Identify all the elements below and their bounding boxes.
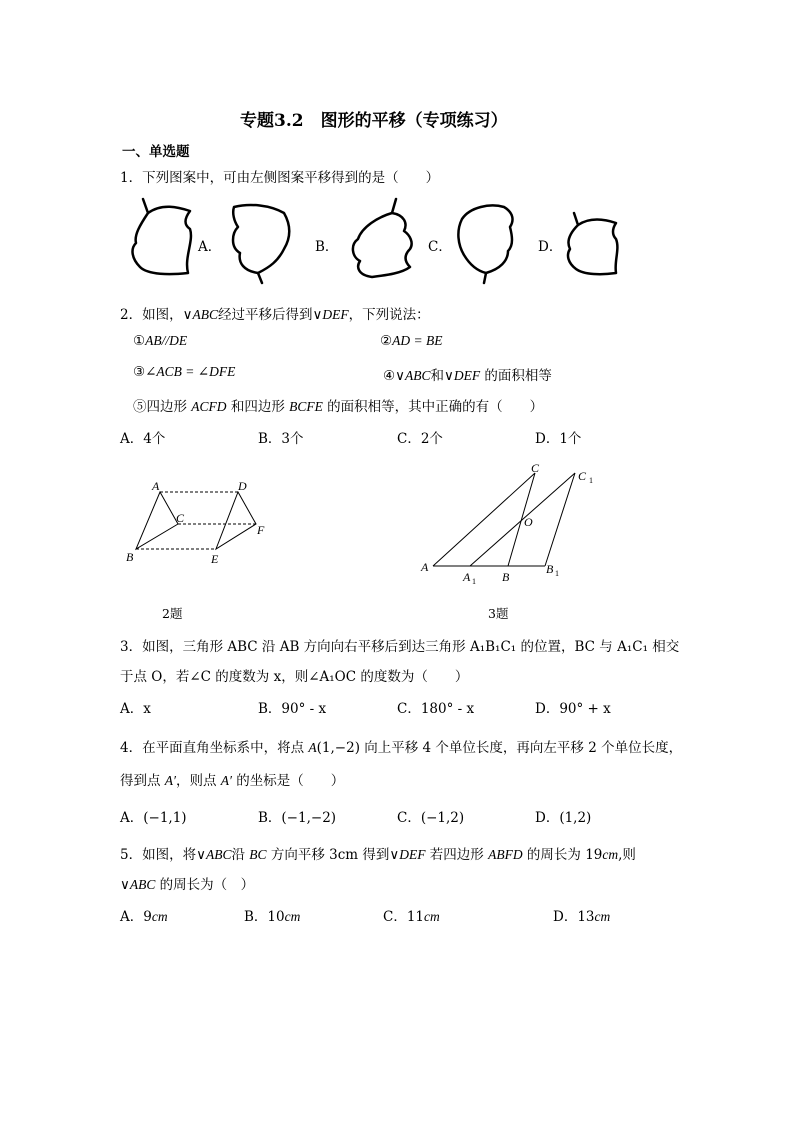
fig3-label-B1-sub: 1 (555, 569, 559, 578)
fig2-label-D: D (238, 479, 247, 493)
q4-line-1: 4．在平面直角坐标系中，将点 A(1,−2) 向上平移 4 个单位长度，再向左平移 2 个单位长度， (120, 740, 683, 756)
q3-option-b: B．90° - x (258, 701, 327, 717)
fig2-label-F: F (257, 523, 265, 537)
q3-option-c: C．180° - x (397, 701, 475, 717)
q2-statement-5: ⑤四边形 ACFD 和四边形 BCFE 的面积相等，其中正确的有（ ） (133, 399, 544, 415)
q3-line-2: 于点 O，若∠C 的度数为 x，则∠A₁OC 的度数为（ ） (120, 669, 469, 685)
q2-statement-2: ②AD = BE (380, 333, 443, 349)
q3-line-1: 3．如图，三角形 ABC 沿 AB 方向向右平移后到达三角形 A₁B₁C₁ 的位置，BC 与 A₁C₁ 相交 (120, 639, 680, 655)
q1-stem: 1．下列图案中，可由左侧图案平移得到的是（ ） (120, 170, 440, 186)
fig3-label-A1-sub: 1 (472, 577, 476, 586)
q5-option-a: A．9cm (120, 909, 168, 925)
fig3-label-O: O (524, 515, 533, 529)
figure-2-caption: 2题 (162, 606, 183, 621)
q5-line-1: 5．如图，将∨ABC沿 BC 方向平移 3cm 得到∨DEF 若四边形 ABFD 的周长为 19cm,则 (120, 847, 636, 863)
section-heading: 一、单选题 (122, 144, 190, 160)
q2-option-c: C．2个 (397, 431, 443, 447)
fig2-label-B: B (126, 550, 134, 564)
fig3-label-C1-sub: 1 (589, 476, 593, 485)
q5-option-b: B．10cm (244, 909, 301, 925)
q2-statement-4: ④∨ABC和∨DEF 的面积相等 (383, 368, 552, 384)
fig3-label-A1: A (463, 570, 471, 584)
figure-3-caption: 3题 (488, 606, 509, 621)
q4-option-d: D．(1,2) (535, 810, 592, 826)
q3-option-d: D．90° + x (535, 701, 611, 717)
q5-option-c: C．11cm (383, 909, 440, 925)
fig3-label-A: A (421, 560, 429, 574)
q1-option-a-label: A． (198, 239, 222, 255)
q1-option-c-label: C． (428, 239, 452, 255)
q4-option-b: B．(−1,−2) (258, 810, 337, 826)
q4-option-c: C．(−1,2) (397, 810, 465, 826)
q5-line-2: ∨ABC 的周长为（ ） (120, 877, 255, 893)
q2-statement-1: ①AB//DE (133, 333, 188, 349)
q2-option-b: B．3个 (258, 431, 304, 447)
fig3-label-B: B (502, 570, 510, 584)
q2-option-d: D．1个 (535, 431, 582, 447)
q1-option-d-label: D． (538, 239, 563, 255)
q5-option-d: D．13cm (553, 909, 611, 925)
fig2-label-A: A (152, 479, 160, 493)
q1-option-b-label: B． (315, 239, 339, 255)
q3-option-a: A．x (120, 701, 151, 717)
fig3-label-C1: C (578, 469, 587, 483)
q4-option-a: A．(−1,1) (120, 810, 187, 826)
fig3-label-C: C (531, 461, 540, 475)
fig3-label-B1: B (546, 562, 554, 576)
fig2-label-E: E (211, 552, 219, 566)
q2-stem: 2．如图，∨ABC经过平移后得到∨DEF，下列说法： (120, 307, 430, 323)
q2-statement-3: ③∠ACB = ∠DFE (133, 364, 236, 380)
page-title: 专题3.2 图形的平移（专项练习） (240, 111, 508, 131)
q4-line-2: 得到点 A′，则点 A′ 的坐标是（ ） (120, 773, 345, 789)
q2-option-a: A．4个 (120, 431, 166, 447)
fig2-label-C: C (176, 511, 185, 525)
